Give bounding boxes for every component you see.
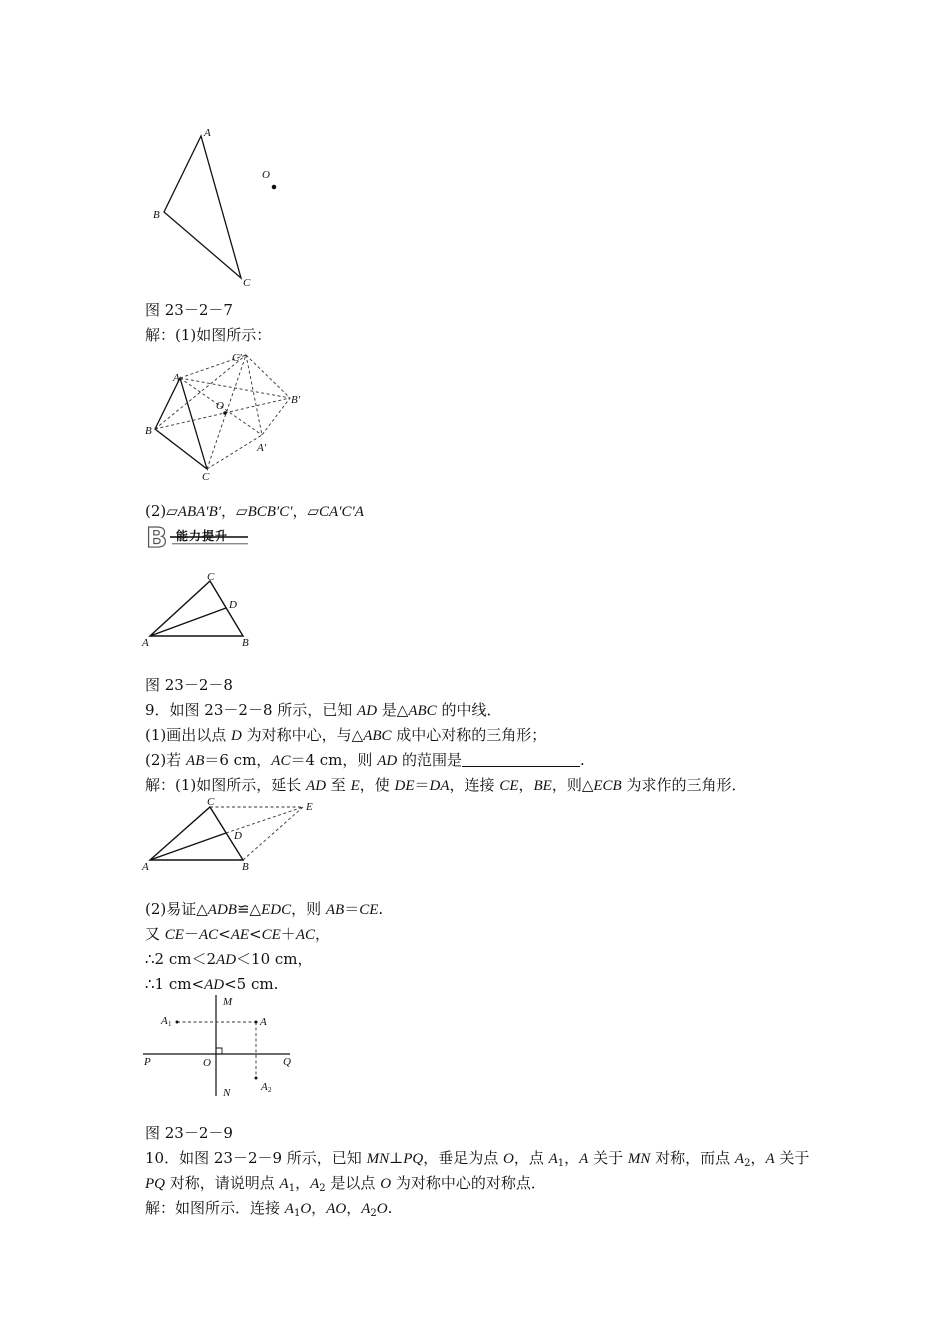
label-A: A [142,861,149,873]
label-A2-subscript: 2 [268,1086,272,1094]
label-A1: A [161,1015,168,1027]
figure-caption: 图 23－2－9 [145,1124,233,1142]
figure-caption: 图 23－2－7 [145,301,233,319]
label-B: B [242,861,249,873]
question-9-line-3: (2)若 AB＝6 cm，AC＝4 cm，则 AD 的范围是 . [145,751,585,769]
solution-part2: (2)▱ABA′B′，▱BCB′C′，▱CA′C′A [145,502,364,520]
label-O: O [262,169,270,181]
question-10-line-2: PQ 对称，请说明点 $A_1$，$A_2$ 是以点 O 为对称中心的对称点． [145,1174,546,1194]
label-D: D [234,830,242,842]
label-A2: A [261,1081,268,1093]
parallelogram-icon: ▱ [236,502,248,520]
label-A: A [204,127,211,139]
solution-10-line-1: 解：如图所示．连接 $A_1O$，AO，$A_2O$. [145,1199,393,1219]
solution-intro: 解：(1)如图所示： [145,326,272,344]
label-C: C [243,277,251,289]
question-9-line-2: (1)画出以点 D 为对称中心，与△ABC 成中心对称的三角形； [145,726,547,744]
label-C: C [202,471,210,483]
label-B: B [242,637,249,649]
solution-9-line-1: 解：(1)如图所示，延长 AD 至 E，使 DE＝DA，连接 CE，BE，则△ECB 为求作的三角形． [145,776,747,794]
label-O: O [216,400,224,412]
label-B: B [153,209,160,221]
label-B-prime: B′ [291,394,301,406]
label-A: A [260,1016,267,1028]
figure-23-2-8 [140,568,270,653]
answer-blank[interactable] [462,752,580,767]
question-9-line-1: 9．如图 23－2－8 所示，已知 AD 是△ABC 的中线． [145,701,502,719]
banner-title: 能力提升 [176,529,229,543]
label-N: N [223,1087,231,1099]
label-A1-subscript: 1 [168,1020,172,1028]
figure-q9-solution [140,795,325,875]
solution-9-line-3: 又 CE－AC<AE<CE＋AC， [145,925,330,943]
question-10-line-1: 10．如图 23－2－9 所示，已知 MN⊥PQ，垂足为点 O，点 $A_1$，A 关于 MN 对称，而点 $A_2$，A 关于 [145,1149,810,1169]
label-C: C [207,796,215,808]
label-B: B [145,425,152,437]
solution-9-line-2: (2)易证△ADB≌△EDC，则 AB＝CE. [145,900,384,918]
label-C: C [207,571,215,583]
figure-caption: 图 23－2－8 [145,676,233,694]
label-M: M [223,996,233,1008]
label-Q: Q [283,1056,291,1068]
label-O: O [203,1057,211,1069]
label-D: D [229,599,237,611]
label-A: A [142,637,149,649]
parallelogram-icon: ▱ [166,502,178,520]
solution-9-line-5: ∴1 cm<AD<5 cm. [145,975,279,993]
parallelogram-icon: ▱ [307,502,320,520]
section-banner [146,523,248,550]
label-A: A [173,372,180,384]
svg-text:B: B [146,523,168,550]
label-P: P [144,1056,151,1068]
label-E: E [306,801,313,813]
figure-symmetric-triangles [140,345,315,485]
label-C-prime: C′ [232,352,242,364]
figure-23-2-7 [140,120,290,295]
solution-9-line-4: ∴2 cm＜2AD＜10 cm， [145,950,313,968]
figure-23-2-9 [140,992,300,1104]
label-A-prime: A′ [257,442,267,454]
